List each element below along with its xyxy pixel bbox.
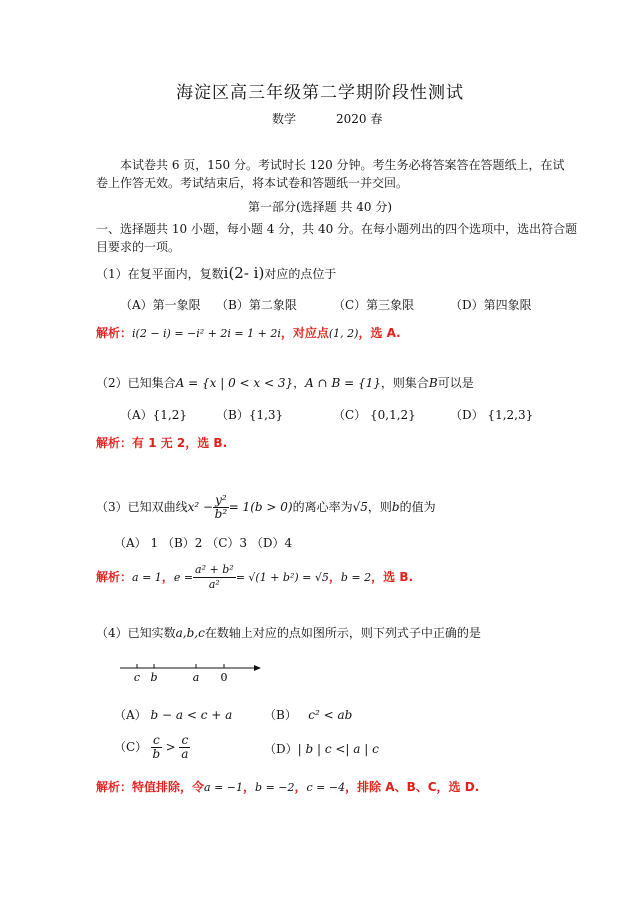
q4-option-c-label: （C） <box>114 740 148 754</box>
q1-stem-text: （1）在复平面内，复数 <box>96 267 224 281</box>
q3-option-b: （B）2 <box>161 536 203 550</box>
q4-stem-text: （4）已知实数 <box>96 626 176 640</box>
q1-option-d: （D）第四象限 <box>450 298 532 312</box>
q4-option-c-den2: a <box>181 747 189 761</box>
q3-option-c: （C）3 <box>206 536 248 550</box>
q3-analysis-sep1: ， <box>161 570 174 584</box>
q1-option-c: （C）第三象限 <box>333 298 415 312</box>
q1-analysis-end: ，选 A. <box>358 326 401 340</box>
q2-option-a: （A）{1,2} <box>120 408 188 422</box>
q2-set-b: B <box>428 376 438 390</box>
q3-analysis-sqrt: = √(1 + b²) = √5 <box>235 571 329 584</box>
q1-analysis-math: i(2 − i) = −i² + 2i = 1 + 2i <box>132 327 281 340</box>
q3-frac-den: b² <box>214 507 228 521</box>
q2-analysis-text: 有 1 无 2，选 B. <box>132 436 228 450</box>
axis-label-a: a <box>192 671 200 684</box>
q1-analysis-mid: ，对应点 <box>280 326 329 340</box>
q4-option-d-math: | b | c <| a | c <box>297 742 379 756</box>
q4-analysis-text: 特值排除，令 <box>132 780 205 794</box>
q2-stem-text-mid: ，则集合 <box>380 376 429 390</box>
q2-analysis <box>96 434 227 451</box>
number-line-arrow <box>254 665 261 671</box>
q3-options <box>114 534 292 551</box>
q3-option-a: （A） 1 <box>114 536 159 550</box>
q3-analysis-fraction <box>193 563 236 592</box>
q3-stem-sep: ，则 <box>367 500 392 514</box>
q4-option-c-frac1 <box>151 734 162 761</box>
q3-stem-text-mid: 的离心率为 <box>292 500 353 514</box>
axis-label-b: b <box>150 671 158 684</box>
q2-option-b: （B）{1,3} <box>216 408 284 422</box>
q2-stem-sep: ， <box>293 376 306 390</box>
q4-stem-text-end: 在数轴上对应的点如图所示，则下列式子中正确的是 <box>204 626 481 640</box>
q4-option-a-math: b − a < c + a <box>150 708 233 722</box>
q4-option-a <box>114 706 232 723</box>
q3-analysis-b: b = 2 <box>340 571 372 584</box>
q4-option-d <box>264 740 379 757</box>
q4-option-c <box>114 732 190 762</box>
q4-analysis <box>96 778 479 795</box>
q4-option-c-op: > <box>165 740 176 754</box>
q2-set-a: A = {x | 0 < x < 3} <box>175 376 294 390</box>
number-line <box>116 658 266 684</box>
q4-analysis-a: a = −1 <box>204 781 244 794</box>
question-1-stem <box>96 264 336 284</box>
q4-option-c-num2: c <box>181 733 189 747</box>
q4-option-b <box>264 706 352 723</box>
question-4-stem <box>96 624 481 643</box>
q4-analysis-b: b = −2 <box>255 781 295 794</box>
q4-option-d-label: （D） <box>264 742 298 756</box>
q1-option-a: （A）第一象限 <box>120 298 201 312</box>
q4-option-b-label: （B） <box>264 708 297 722</box>
q4-option-c-frac2 <box>179 734 190 761</box>
q4-analysis-sep2: ， <box>294 780 307 794</box>
q2-stem-text: （2）已知集合 <box>96 376 176 390</box>
question-2-stem <box>96 374 474 393</box>
q3-analysis-e: e = <box>173 571 194 584</box>
q4-option-c-num1: c <box>153 733 160 747</box>
q3-math-eq: = 1(b > 0) <box>228 500 293 514</box>
axis-label-c: c <box>133 671 141 684</box>
q4-analysis-c: c = −4 <box>306 781 346 794</box>
q3-math-sqrt5: √5 <box>352 500 368 514</box>
q2-option-d: （D） {1,2,3} <box>450 408 534 422</box>
q3-analysis-sep2: ， <box>328 570 341 584</box>
q1-option-b: （B）第二象限 <box>216 298 297 312</box>
q3-stem-text: （3）已知双曲线 <box>96 500 188 514</box>
question-3-stem <box>96 492 436 522</box>
term-label: 2020 春 <box>336 112 383 126</box>
intro-line-2: 卷上作答无效。考试结束后，将本试卷和答题纸一并交回。 <box>96 176 409 190</box>
q1-analysis-label: 解析： <box>96 326 133 340</box>
q3-analysis-frac-den: a² <box>208 578 220 591</box>
q2-intersection: A ∩ B = {1} <box>305 376 381 390</box>
part1-title: 第一部分(选择题 共 40 分) <box>247 200 393 214</box>
q3-analysis-a: a = 1 <box>132 571 162 584</box>
q2-stem-text-end: 可以是 <box>437 376 474 390</box>
q4-analysis-end: ，排除 A、B、C，选 D. <box>345 780 480 794</box>
q4-stem-math: a,b,c <box>175 626 205 640</box>
part1-desc-line-1: 一、选择题共 10 小题，每小题 4 分，共 40 分。在每小题列出的四个选项中，选出符合题 <box>96 222 578 236</box>
q3-fraction <box>213 494 229 521</box>
q3-math-x: x² − <box>187 500 214 514</box>
axis-label-zero: 0 <box>220 671 228 684</box>
part1-desc-line-2: 目要求的一项。 <box>96 240 181 254</box>
q4-analysis-sep1: ， <box>243 780 256 794</box>
q3-stem-text-end: 的值为 <box>399 500 436 514</box>
q2-option-c: （C） {0,1,2} <box>333 408 416 422</box>
document-title: 海淀区高三年级第二学期阶段性测试 <box>176 83 464 103</box>
q4-option-a-label: （A） <box>114 708 147 722</box>
intro-line-1: 本试卷共 6 页，150 分。考试时长 120 分钟。考生务必将答案答在答题纸上，在试 <box>120 158 565 172</box>
q4-analysis-label: 解析： <box>96 780 133 794</box>
q1-stem-text-end: 对应的点位于 <box>264 267 337 281</box>
q3-analysis-label: 解析： <box>96 570 133 584</box>
q3-analysis <box>96 562 413 593</box>
q4-option-c-den1: b <box>152 747 161 761</box>
q3-option-d: （D）4 <box>250 536 293 550</box>
q1-stem-math: i(2- i) <box>223 264 265 282</box>
q3-math-b: b <box>391 500 400 514</box>
q1-analysis-point: (1, 2) <box>328 327 359 340</box>
q4-option-b-math: c² < ab <box>308 708 353 722</box>
q3-frac-num: y² <box>215 493 227 507</box>
q1-analysis <box>96 324 401 341</box>
q2-analysis-label: 解析： <box>96 436 133 450</box>
q3-analysis-end: ，选 B. <box>371 570 414 584</box>
subject-label: 数学 <box>272 112 297 126</box>
q3-analysis-frac-num: a² + b² <box>195 563 234 576</box>
